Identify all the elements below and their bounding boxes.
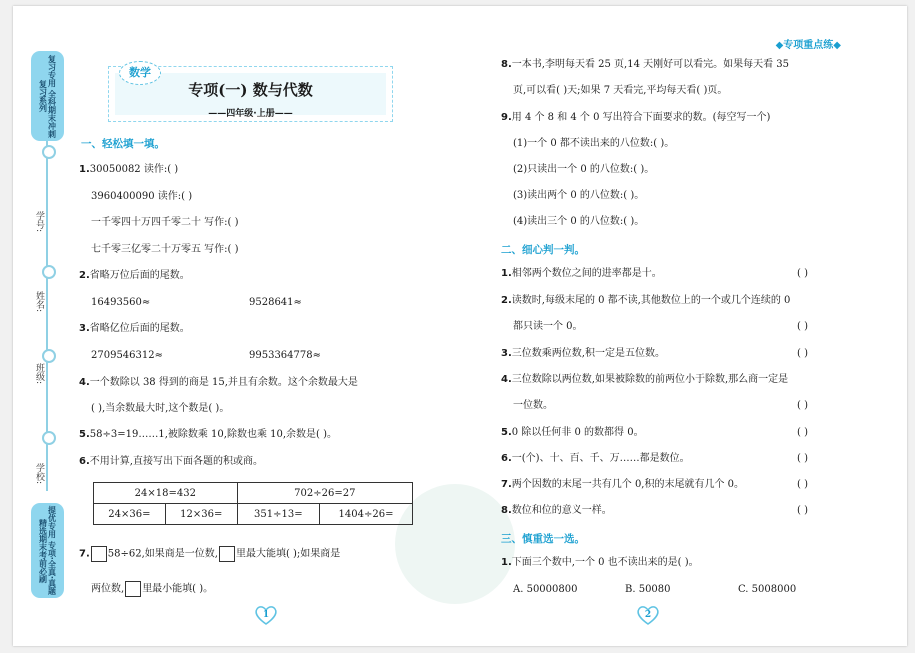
answer-paren[interactable]: ( ) xyxy=(797,400,808,411)
question-number: 7. xyxy=(79,548,90,560)
question-6 xyxy=(79,456,263,468)
question-number: 9. xyxy=(501,112,512,123)
question-3-answer-b: 9953364778≈ xyxy=(249,350,322,361)
answer-paren[interactable]: ( ) xyxy=(797,268,808,279)
option-c[interactable]: C. 5008000 xyxy=(738,584,797,595)
binding-ring-icon xyxy=(42,265,56,279)
page-number-left xyxy=(254,604,278,626)
question-text: 两位数, xyxy=(91,583,125,595)
page-number-text: 2 xyxy=(644,610,652,620)
question-number: 6. xyxy=(79,456,90,467)
binding-ring-icon xyxy=(42,431,56,445)
watermark-shape xyxy=(395,484,515,604)
option-a[interactable]: A. 50000800 xyxy=(513,584,578,595)
grade-subtitle: ——四年级·上册—— xyxy=(208,109,293,119)
judge-item-1 xyxy=(501,268,662,280)
table-cell: 1404÷26= xyxy=(320,504,413,525)
student-id-field: 学号: xyxy=(34,211,44,233)
question-9-item-2: (2)只读出一个 0 的八位数:( )。 xyxy=(513,164,655,175)
question-number: 5. xyxy=(79,429,90,440)
question-number: 7. xyxy=(501,479,512,490)
question-9-item-1: (1)一个 0 都不读出来的八位数:( )。 xyxy=(513,138,675,149)
binding-ring-icon xyxy=(42,145,56,159)
question-2-answer-b: 9528641≈ xyxy=(249,297,302,308)
answer-box[interactable] xyxy=(219,546,235,562)
question-1-row-3: 一千零四十万四千零二十 写作:( ) xyxy=(91,217,239,228)
table-cell: 24×36= xyxy=(94,504,166,525)
calculation-table xyxy=(93,482,413,525)
question-2 xyxy=(79,270,190,282)
question-number: 8. xyxy=(501,59,512,70)
question-5 xyxy=(79,429,337,441)
question-1-row-2: 3960400090 读作:( ) xyxy=(91,191,193,202)
option-b[interactable]: B. 50080 xyxy=(625,584,671,595)
judge-item-6 xyxy=(501,453,690,465)
question-number: 5. xyxy=(501,427,512,438)
question-number: 8. xyxy=(501,505,512,516)
answer-box[interactable] xyxy=(125,581,141,597)
question-3 xyxy=(79,323,190,335)
question-number: 1. xyxy=(501,268,512,279)
question-text: 不用计算,直接写出下面各题的积或商。 xyxy=(89,456,263,467)
question-4-line-1 xyxy=(79,377,358,389)
question-text: 三位数乘两位数,积一定是五位数。 xyxy=(511,348,665,359)
question-text: 一个数除以 38 得到的商是 15,并且有余数。这个余数最大是 xyxy=(89,377,358,388)
series-label-bottom: 提优专用 专项·全真·真题 精选期末考前必刷 xyxy=(31,503,64,598)
question-2-answer-a: 16493560≈ xyxy=(91,297,151,308)
table-row xyxy=(94,504,413,525)
question-text: 0 除以任何非 0 的数都得 0。 xyxy=(511,427,644,438)
question-9-item-4: (4)读出三个 0 的八位数:( )。 xyxy=(513,216,645,227)
question-text: 58÷62,如果商是一位数, xyxy=(107,548,218,560)
table-cell: 702÷26=27 xyxy=(237,483,412,504)
table-cell: 351÷13= xyxy=(237,504,319,525)
question-8-line-2: 页,可以看( )天;如果 7 天看完,平均每天看( )页。 xyxy=(513,85,728,96)
subject-badge: 数学 xyxy=(119,61,161,85)
question-text: 58÷3=19……1,被除数乘 10,除数也乘 10,余数是( )。 xyxy=(89,429,338,440)
question-text: 省略亿位后面的尾数。 xyxy=(89,323,190,334)
question-number: 1. xyxy=(79,164,90,175)
binding-ring-icon xyxy=(42,349,56,363)
table-cell: 24×18=432 xyxy=(94,483,238,504)
series-label-top: 复习专用 全科期末冲刺复习系列 xyxy=(31,51,64,141)
page-number-text: 1 xyxy=(262,610,270,620)
question-9 xyxy=(501,112,770,124)
table-row xyxy=(94,483,413,504)
question-text: 省略万位后面的尾数。 xyxy=(89,270,190,281)
question-number: 2. xyxy=(501,295,512,306)
question-number: 4. xyxy=(501,374,512,385)
question-number: 6. xyxy=(501,453,512,464)
corner-tag: ◆专项重点练◆ xyxy=(775,40,841,51)
question-text: 读数时,每级末尾的 0 都不读,其他数位上的一个或几个连续的 0 xyxy=(511,295,791,306)
question-number: 2. xyxy=(79,270,90,281)
binding-strip xyxy=(27,51,69,599)
judge-item-4 xyxy=(501,374,788,386)
question-1-row-1 xyxy=(79,164,178,176)
question-text: 一本书,李明每天看 25 页,14 天刚好可以看完。如果每天看 35 xyxy=(511,59,790,70)
section-fill-blank: 一、轻松填一填。 xyxy=(81,138,165,150)
table-cell: 12×36= xyxy=(165,504,237,525)
question-3-answer-a: 2709546312≈ xyxy=(91,350,164,361)
section-true-false: 二、细心判一判。 xyxy=(501,244,585,256)
question-number: 4. xyxy=(79,377,90,388)
question-text: 用 4 个 8 和 4 个 0 写出符合下面要求的数。(每空写一个) xyxy=(511,112,771,123)
question-text: 相邻两个数位之间的进率都是十。 xyxy=(511,268,662,279)
judge-item-7 xyxy=(501,479,744,491)
question-4-line-2: ( ),当余数最大时,这个数是( )。 xyxy=(91,403,230,414)
class-field: 班级: xyxy=(34,363,44,385)
judge-item-8 xyxy=(501,505,612,517)
worksheet-header xyxy=(108,66,393,122)
question-number: 3. xyxy=(79,323,90,334)
school-field: 学校: xyxy=(34,463,44,485)
question-text: 三位数除以两位数,如果被除数的前两位小于除数,那么商一定是 xyxy=(511,374,789,385)
question-text: 30050082 读作:( ) xyxy=(89,164,179,175)
question-text: 数位和位的意义一样。 xyxy=(511,505,612,516)
question-7-line-1 xyxy=(79,546,340,562)
question-text: 一(个)、十、百、千、万……都是数位。 xyxy=(511,453,690,464)
question-7-line-2 xyxy=(91,581,213,597)
question-text: 两个因数的末尾一共有几个 0,积的末尾就有几个 0。 xyxy=(511,479,745,490)
section-multiple-choice: 三、慎重选一选。 xyxy=(501,533,585,545)
answer-box[interactable] xyxy=(91,546,107,562)
student-name-field: 姓名: xyxy=(34,291,44,313)
question-9-item-3: (3)读出两个 0 的八位数:( )。 xyxy=(513,190,645,201)
answer-paren[interactable]: ( ) xyxy=(797,427,808,438)
answer-paren[interactable]: ( ) xyxy=(797,348,808,359)
judge-item-5 xyxy=(501,427,644,439)
question-number: 1. xyxy=(501,557,512,568)
choice-question-1 xyxy=(501,557,699,569)
page-title: 专项(一) 数与代数 xyxy=(188,81,313,99)
answer-paren[interactable]: ( ) xyxy=(797,479,808,490)
workbook-spread xyxy=(13,6,907,646)
judge-item-2-line-2: 都只读一个 0。 xyxy=(513,321,583,332)
question-text: 里最大能填( );如果商是 xyxy=(235,548,341,560)
answer-paren[interactable]: ( ) xyxy=(797,505,808,516)
answer-paren[interactable]: ( ) xyxy=(797,453,808,464)
question-number: 3. xyxy=(501,348,512,359)
judge-item-3 xyxy=(501,348,665,360)
page-number-right xyxy=(636,604,660,626)
question-8-line-1 xyxy=(501,59,789,71)
answer-paren[interactable]: ( ) xyxy=(797,321,808,332)
judge-item-4-line-2: 一位数。 xyxy=(513,400,553,411)
question-text: 里最小能填( )。 xyxy=(142,583,214,595)
question-text: 下面三个数中,一个 0 也不读出来的是( )。 xyxy=(511,557,699,568)
question-1-row-4: 七千零三亿零二十万零五 写作:( ) xyxy=(91,244,239,255)
judge-item-2 xyxy=(501,295,790,307)
